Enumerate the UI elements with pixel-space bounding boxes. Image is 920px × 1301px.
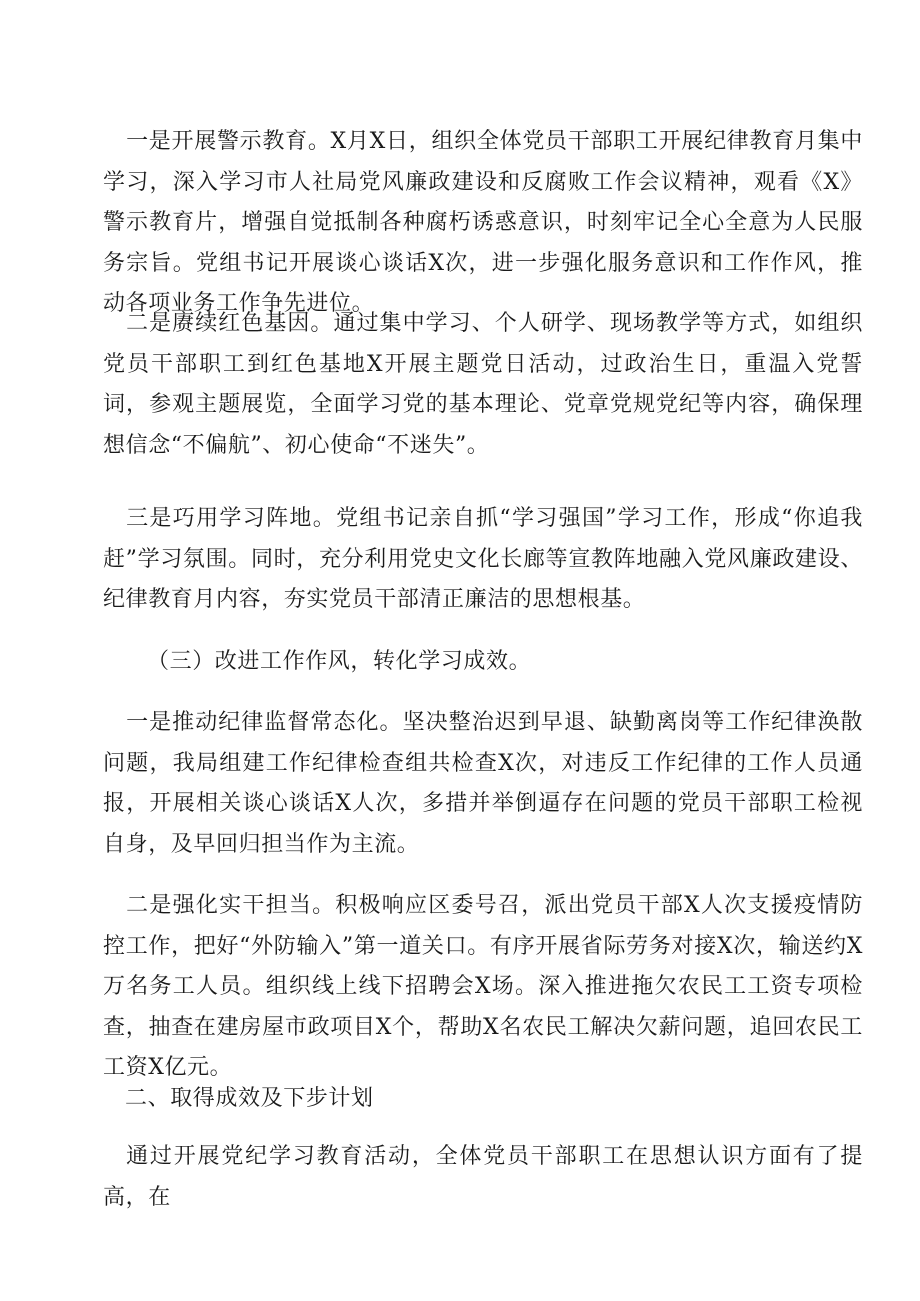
paragraph-warning-education: 一是开展警示教育。X月X日，组织全体党员干部职工开展纪律教育月集中学习，深入学习市人社局党风廉政建设和反腐败工作会议精神，观看《X》警示教育片，增强自觉抵制各种腐朽诱惑意识，时刻牢记全心全意为人民服务宗旨。党组书记开展谈心谈话X次，进一步强化服务意识和工作作风，推动各项业务工作争先进位。 [103,129,863,316]
section-heading-results-plan: 二、取得成效及下步计划 [125,1086,374,1111]
subheading-improve-work-style: （三）改进工作作风，转化学习成效。 [147,649,532,674]
paragraph-practical-responsibility: 二是强化实干担当。积极响应区委号召，派出党员干部X人次支援疫情防控工作，把好“外防输入”第一道关口。有序开展省际劳务对接X次，输送约X万名务工人员。组织线上线下招聘会X场。深入推进拖欠农民工工资专项检查，抽查在建房屋市政项目X个，帮助X名农民工解决欠薪问题，追回农民工工资X亿元。 [103,893,863,1080]
paragraph-study-position: 三是巧用学习阵地。党组书记亲自抓“学习强国”学习工作，形成“你追我赶”学习氛围。同时，充分利用党史文化长廊等宣教阵地融入党风廉政建设、纪律教育月内容，夯实党员干部清正廉洁的思想根基。 [103,506,863,612]
paragraph-results-intro: 通过开展党纪学习教育活动，全体党员干部职工在思想认识方面有了提高，在 [103,1144,863,1210]
paragraph-red-gene: 二是赓续红色基因。通过集中学习、个人研学、现场教学等方式，如组织党员干部职工到红色基地X开展主题党日活动，过政治生日，重温入党誓词，参观主题展览，全面学习党的基本理论、党章党规党纪等内容，确保理想信念“不偏航”、初心使命“不迷失”。 [103,311,863,458]
paragraph-discipline-supervision: 一是推动纪律监督常态化。坚决整治迟到早退、缺勤离岗等工作纪律涣散问题，我局组建工作纪律检查组共检查X次，对违反工作纪律的工作人员通报，开展相关谈心谈话X人次，多措并举倒逼存在问题的党员干部职工检视自身，及早回归担当作为主流。 [103,710,863,857]
